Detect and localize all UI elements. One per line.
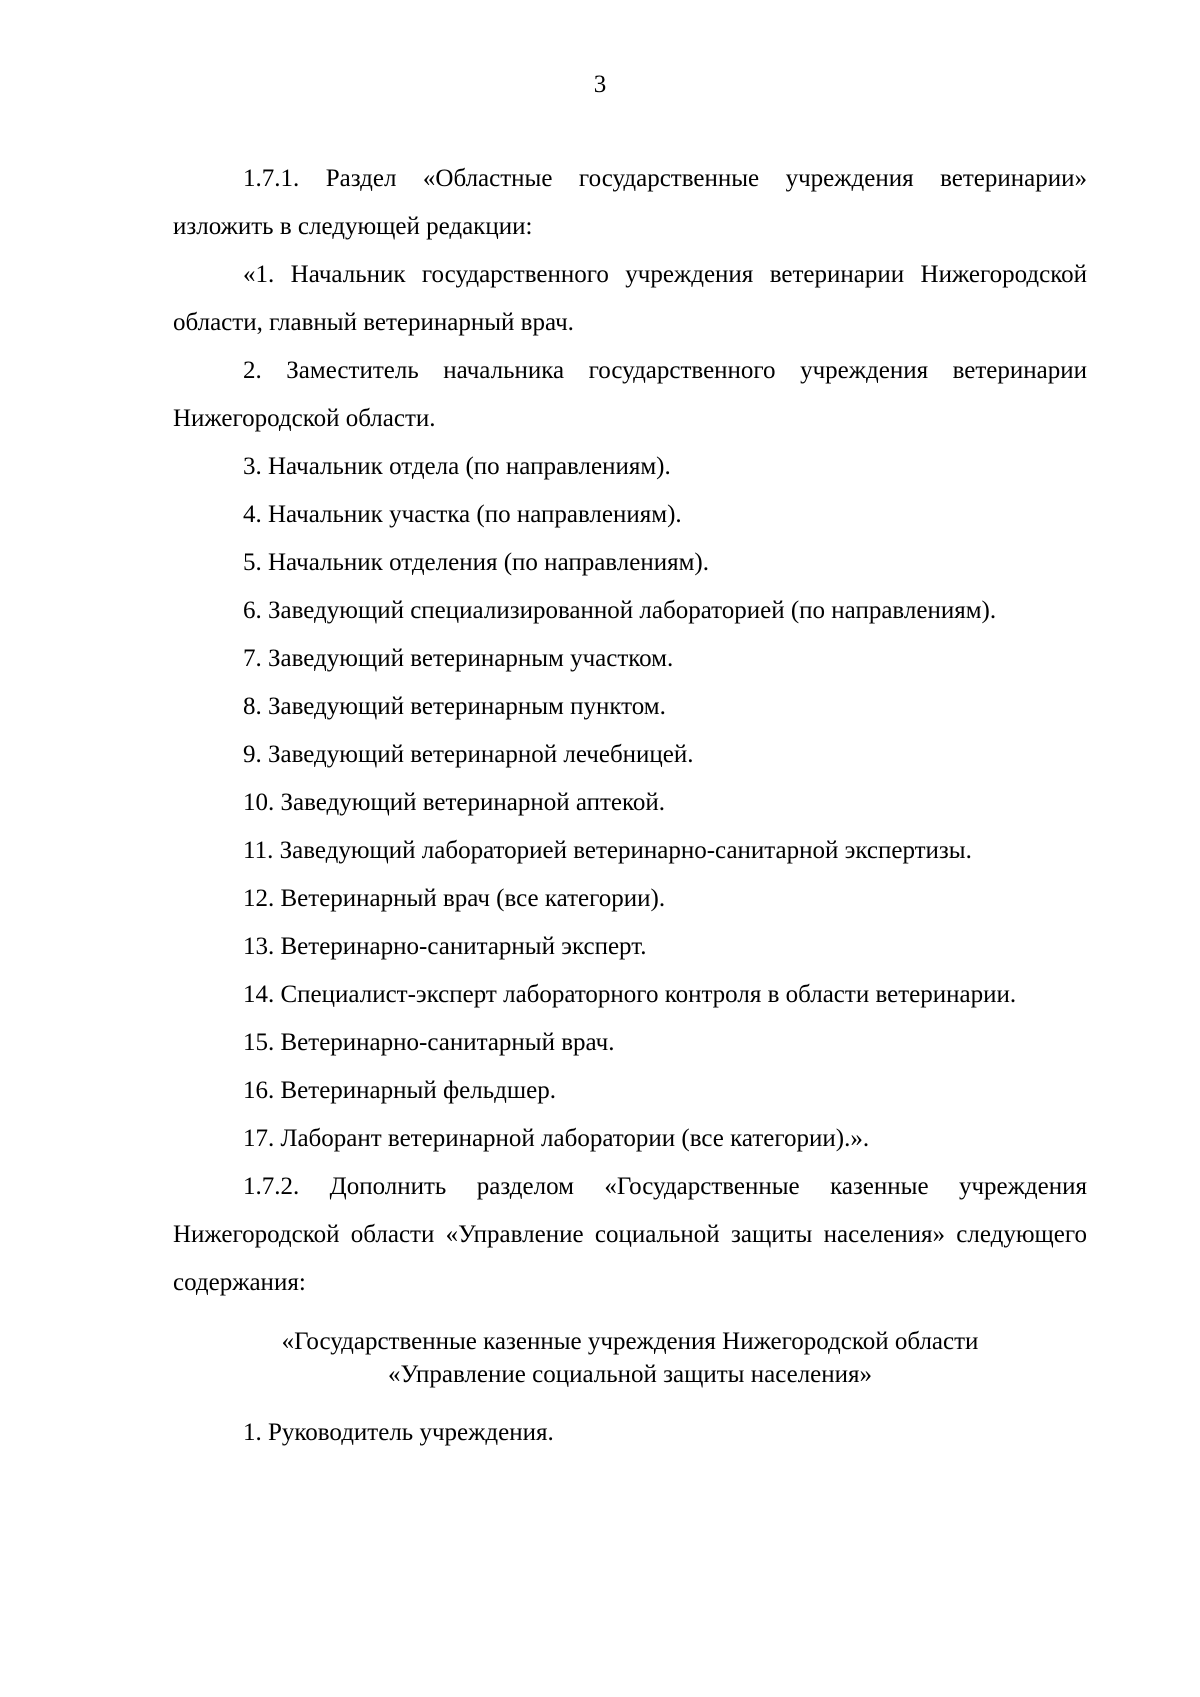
- list-item-17: 17. Лаборант ветеринарной лаборатории (все категории).».: [243, 1125, 870, 1152]
- list-item-11: 11. Заведующий лабораторией ветеринарно-санитарной экспертизы.: [243, 837, 972, 864]
- page-number: 3: [593, 71, 607, 98]
- list-item-3: 3. Начальник отдела (по направлениям).: [243, 453, 671, 480]
- list-item-7: 7. Заведующий ветеринарным участком.: [243, 645, 674, 672]
- list-item-5: 5. Начальник отделения (по направлениям).: [243, 549, 710, 576]
- section-heading-line-1: «Государственные казенные учреждения Нижегородской области: [281, 1328, 979, 1355]
- list-item-13: 13. Ветеринарно-санитарный эксперт.: [243, 933, 647, 960]
- list-item-1: «1. Начальник государственного учреждения ветеринарии Нижегородской области, главный ветеринарный врач.: [173, 261, 1087, 336]
- list-item-2: 2. Заместитель начальника государственного учреждения ветеринарии Нижегородской области.: [173, 357, 1087, 432]
- list-item-6: 6. Заведующий специализированной лабораторией (по направлениям).: [243, 597, 997, 624]
- list-item-8: 8. Заведующий ветеринарным пунктом.: [243, 693, 666, 720]
- list-item-12: 12. Ветеринарный врач (все категории).: [243, 885, 666, 912]
- paragraph-1-7-1: 1.7.1. Раздел «Областные государственные учреждения ветеринарии» изложить в следующей редакции:: [173, 165, 1087, 240]
- list-item-16: 16. Ветеринарный фельдшер.: [243, 1077, 556, 1104]
- list-item-9: 9. Заведующий ветеринарной лечебницей.: [243, 741, 694, 768]
- list-item-10: 10. Заведующий ветеринарной аптекой.: [243, 789, 666, 816]
- section-heading: [173, 1325, 1087, 1391]
- final-list-item-1: 1. Руководитель учреждения.: [243, 1419, 554, 1446]
- document-body: [173, 155, 1087, 1457]
- section-heading-line-2: «Управление социальной защиты населения»: [387, 1361, 873, 1388]
- paragraph-1-7-2: 1.7.2. Дополнить разделом «Государственные казенные учреждения Нижегородской области «Управление социальной защиты населения» следующего содержания:: [173, 1173, 1087, 1296]
- list-item-14: 14. Специалист-эксперт лабораторного контроля в области ветеринарии.: [243, 981, 1017, 1008]
- list-item-15: 15. Ветеринарно-санитарный врач.: [243, 1029, 615, 1056]
- list-item-4: 4. Начальник участка (по направлениям).: [243, 501, 682, 528]
